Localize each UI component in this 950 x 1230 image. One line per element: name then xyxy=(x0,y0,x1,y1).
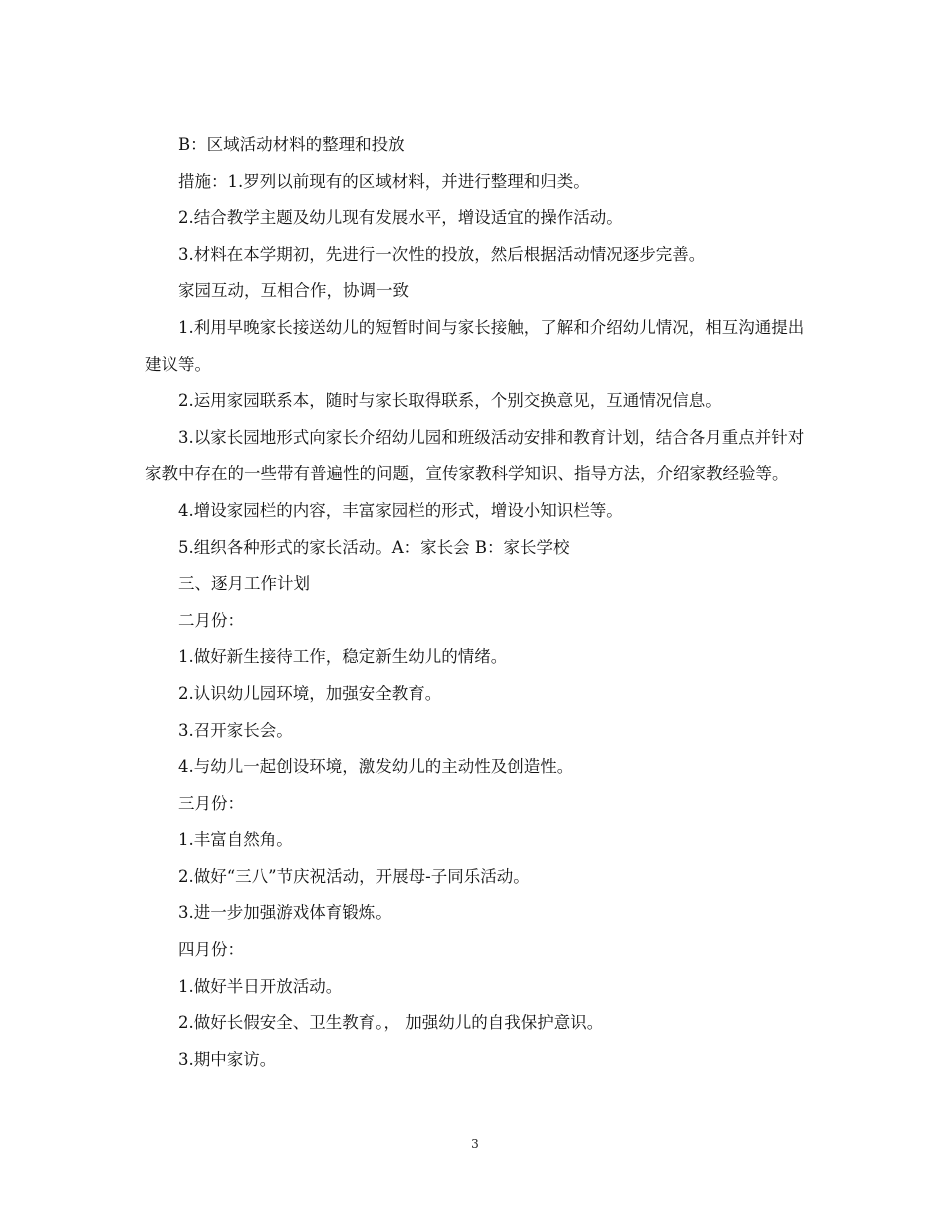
list-item: 3.召开家长会。 xyxy=(178,720,293,740)
paragraph: 5.组织各种形式的家长活动。A：家长会 B：家长学校 xyxy=(178,537,570,557)
list-item: 1.做好新生接待工作，稳定新生幼儿的情绪。 xyxy=(178,647,508,667)
list-item: 4.与幼儿一起创设环境，激发幼儿的主动性及创造性。 xyxy=(178,757,574,777)
month-heading-february: 二月份： xyxy=(178,610,244,630)
list-item: 2.做好长假安全、卫生教育。， 加强幼儿的自我保护意识。 xyxy=(178,1013,604,1033)
section-heading-monthly-plan: 三、逐月工作计划 xyxy=(178,574,310,594)
paragraph: 措施：1.罗列以前现有的区域材料，并进行整理和归类。 xyxy=(178,171,590,191)
paragraph: 4.增设家园栏的内容，丰富家园栏的形式，增设小知识栏等。 xyxy=(178,500,623,520)
section-heading-home-school: 家园互动，互相合作，协调一致 xyxy=(178,281,409,301)
document-body xyxy=(145,127,805,1078)
paragraph: 3.以家长园地形式向家长介绍幼儿园和班级活动安排和教育计划，结合各月重点并针对家教中存在的一些带有普遍性的问题，宣传家教科学知识、指导方法，介绍家教经验等。 xyxy=(145,427,805,484)
month-heading-april: 四月份： xyxy=(178,940,244,960)
paragraph: 3.材料在本学期初，先进行一次性的投放，然后根据活动情况逐步完善。 xyxy=(178,244,706,264)
list-item: 1.丰富自然角。 xyxy=(178,830,293,850)
section-heading-b: B：区域活动材料的整理和投放 xyxy=(178,135,405,154)
paragraph: 1.利用早晚家长接送幼儿的短暂时间与家长接触，了解和介绍幼儿情况，相互沟通提出建议等。 xyxy=(145,317,805,374)
page-number: 3 xyxy=(471,1137,479,1151)
list-item: 3.期中家访。 xyxy=(178,1049,277,1069)
paragraph: 2.运用家园联系本，随时与家长取得联系，个别交换意见，互通情况信息。 xyxy=(178,391,722,411)
list-item: 2.做好“三八”节庆祝活动，开展母-子同乐活动。 xyxy=(178,866,530,886)
list-item: 1.做好半日开放活动。 xyxy=(178,976,343,996)
month-heading-march: 三月份： xyxy=(178,793,244,813)
paragraph: 2.结合教学主题及幼儿现有发展水平，增设适宜的操作活动。 xyxy=(178,208,623,228)
list-item: 3.进一步加强游戏体育锻炼。 xyxy=(178,903,392,923)
list-item: 2.认识幼儿园环境，加强安全教育。 xyxy=(178,683,442,703)
